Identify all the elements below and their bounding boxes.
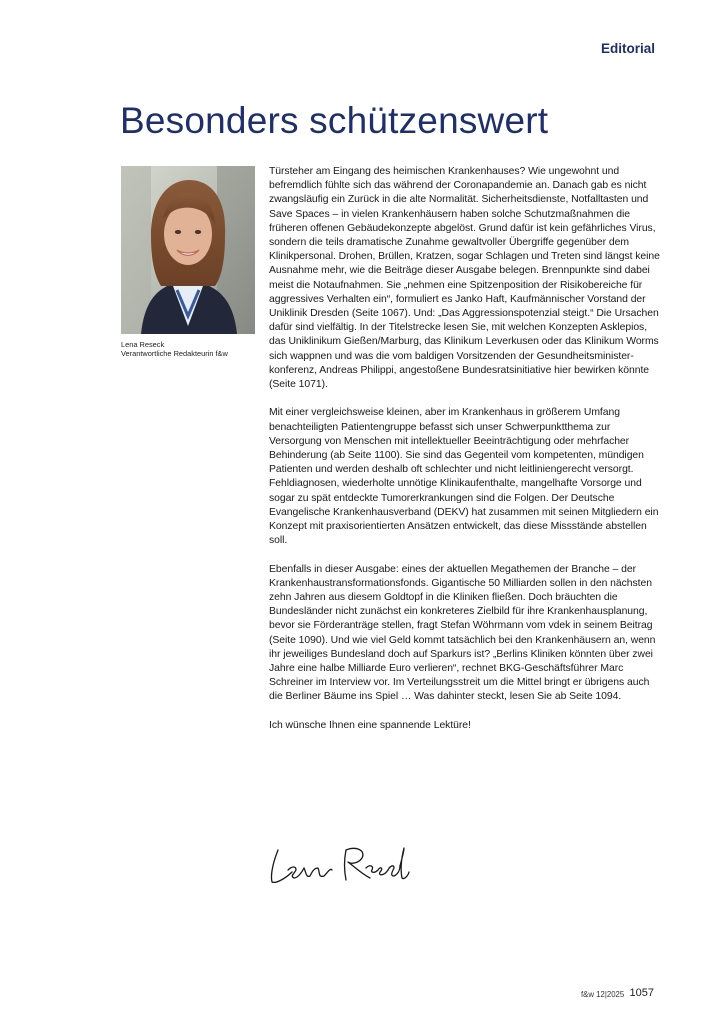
issue-label: f&w 12|2025 — [581, 990, 625, 999]
author-role: Verantwortliche Redakteurin f&w — [121, 349, 228, 358]
editorial-body — [269, 165, 661, 747]
page-number: 1057 — [629, 987, 654, 999]
handwritten-signature — [266, 838, 411, 890]
page-title: Besonders schützenswert — [120, 100, 549, 141]
paragraph: Ebenfalls in dieser Ausgabe: eines der aktuellen Megathemen der Branche – der Krankenhaustransformationsfonds. Gigantische 50 Milliarden sollen in den nächsten zehn Jahren aus diesem Goldtopf in die Kliniken fließen. Doch bräuchten die Bundesländer nicht zunächst ein konkreteres Zielbild für ihre Krankenhausplanung, bevor sie Förderanträge stellen, fragt Stefan Wöhrmann vom vdek in seinem Beitrag (Seite 1090). Und wie viel Geld kommt tatsächlich bei den Krankenhäusern an, wenn ihr jeweiliges Bundesland doch auf Sparkurs ist? „Berlins Kliniken könnten über zwei Jahre eine halbe Milliarde Euro verlieren“, rechnet BKG-Geschäftsführer Marc Schreiner im Interview vor. Im Verteilungsstreit um die Mittel bringt er übrigens auch die Berliner Bäume ins Spiel … Was dahinter steckt, lesen Sie ab Seite 1094. — [269, 563, 656, 703]
paragraph: Ich wünsche Ihnen eine spannende Lektüre! — [269, 719, 471, 731]
paragraph: Türsteher am Eingang des heimischen Krankenhauses? Wie ungewohnt und befremdlich fühlte sich das während der Coronapandemie an. Danach gab es nicht zwangsläufig ein Zurück in die alte Normalität. Sicherheitsdienste, Notfalltasten und Save Spaces – in vielen Krankenhäusern haben solche Schutzmaßnahmen die früheren offenen Gebäudekonzepte abgelöst. Grund dafür ist kein gefährliches Virus, sondern die teils dramatische Zunahme gewaltvoller Übergriffe gegenüber dem Klinikpersonal. Drohen, Brüllen, Kratzen, sogar Schlagen und Treten sind längst keine Ausnahme mehr, wie die Beiträge dieser Ausgabe belegen. Brennpunkte sind dabei meist die Notaufnahmen. Sie „nehmen eine Spitzenposition der Risikobereiche für aggressives Verhalten ein“, formuliert es Janko Haft, Kaufmännischer Vorstand der Uniklinik Dresden (Seite 1067). Und: „Das Aggressionspotenzial steigt.“ Die Ursachen dafür sind vielfältig. In der Titelstrecke lesen Sie, mit welchen Konzepten Asklepios, das Uniklinikum Gießen/Marburg, das Klinikum Leverkusen oder das Klinikum Worms sich wappnen und was die vom baldigen Vorsitzenden der Gesundheitsministerkonferenz, Andreas Philippi, angestoßene Bundesratsinitiative hier bewirken könnte (Seite 1071). — [269, 166, 660, 391]
author-photo — [121, 166, 255, 334]
paragraph: Mit einer vergleichsweise kleinen, aber im Krankenhaus in größerem Umfang benachteiligten Patientengruppe befasst sich unser Schwerpunktthema zur Versorgung von Menschen mit intellektueller Beeinträchtigung oder mehrfacher Behinderung (ab Seite 1100). Sie sind das Gegenteil vom kompetenten, mündigen Patienten und werden deshalb oft schlechter und nicht leitliniengerecht versorgt. Fehldiagnosen, wiederholte unnötige Klinikaufenthalte, mangelhafte Vorsorge und sogar zu spät entdeckte Tumorerkrankungen sind die Folgen. Der Deutsche Evangelische Krankenhausverband (DEKV) hat zusammen mit seinen Mitgliedern ein Konzept mit praxisorientierten Ansätzen entwickelt, das diese Missstände abstellen soll. — [269, 407, 659, 547]
section-label: Editorial — [600, 41, 655, 56]
author-name: Lena Reseck — [121, 340, 165, 349]
